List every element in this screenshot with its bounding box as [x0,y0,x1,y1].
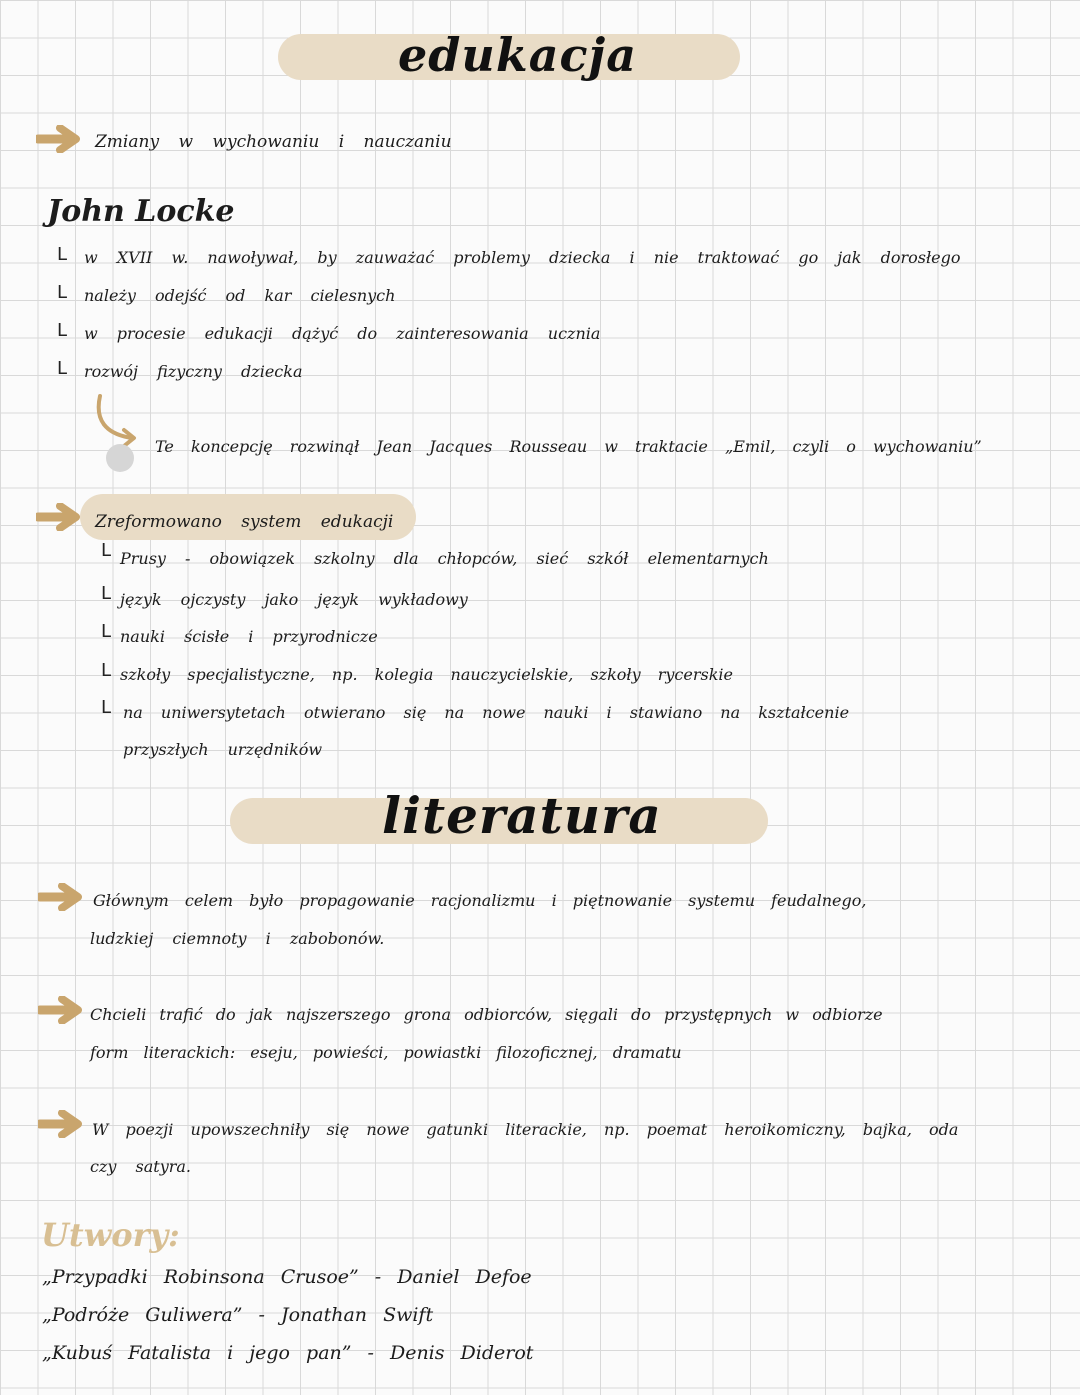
locke-point: należy odejść od kar cielesnych [84,286,396,305]
locke-point: w procesie edukacji dążyć do zainteresowania ucznia [84,324,601,343]
bullet-mark: L [57,320,68,341]
reform-point: język ojczysty jako język wykładowy [120,590,468,609]
bullet-mark: L [57,358,68,379]
literature-paragraph: czy satyra. [90,1157,192,1176]
bullet-mark: L [101,583,112,604]
arrow-right-icon [36,503,82,531]
arrow-right-icon [36,125,82,153]
work-item: „Przypadki Robinsona Crusoe” - Daniel Defoe [42,1266,532,1288]
reform-title: Zreformowano system edukacji [95,512,394,532]
bullet-mark: L [101,697,112,718]
work-item: „Podróże Guliwera” - Jonathan Swift [42,1304,434,1326]
reform-point: Prusy - obowiązek szkolny dla chłopców, sieć szkół elementarnych [120,549,769,568]
literature-paragraph: Chcieli trafić do jak najszerszego grona odbiorców, sięgali do przystępnych w odbiorze [90,1005,883,1024]
works-label: Utwory: [41,1216,180,1254]
person-name: John Locke [47,194,235,229]
bullet-mark: L [57,282,68,303]
locke-point: rozwój fizyczny dziecka [84,362,303,381]
literature-paragraph: Głównym celem było propagowanie racjonalizmu i piętnowanie systemu feudalnego, [93,891,867,910]
intro-text: Zmiany w wychowaniu i nauczaniu [95,132,452,152]
literature-paragraph: form literackich: eseju, powieści, powiastki filozoficznej, dramatu [90,1043,682,1062]
arrow-right-icon [38,1110,84,1138]
section-title-education: edukacja [398,28,638,82]
reform-point: na uniwersytetach otwierano się na nowe nauki i stawiano na kształcenie [123,703,850,722]
arrow-right-icon [38,996,84,1024]
rousseau-note: Te koncepcję rozwinął Jean Jacques Rousseau w traktacie „Emil, czyli o wychowaniu” [155,437,982,456]
literature-paragraph: ludzkiej ciemnoty i zabobonów. [90,929,385,948]
arrow-right-icon [38,883,84,911]
reform-point: szkoły specjalistyczne, np. kolegia nauczycielskie, szkoły rycerskie [120,665,733,684]
bullet-mark: L [101,621,112,642]
curved-arrow-icon [90,392,146,452]
literature-paragraph: W poezji upowszechniły się nowe gatunki literackie, np. poemat heroikomiczny, bajka, oda [92,1120,959,1139]
section-title-literature: literatura [382,786,662,845]
bullet-mark: L [101,660,112,681]
reform-point: nauki ścisłe i przyrodnicze [120,627,378,646]
reform-point: przyszłych urzędników [123,740,323,759]
bullet-mark: L [101,540,112,561]
bullet-mark: L [57,244,68,265]
work-item: „Kubuś Fatalista i jego pan” - Denis Diderot [42,1342,534,1364]
marker-dot [106,444,134,472]
locke-point: w XVII w. nawoływał, by zauważać problemy dziecka i nie traktować go jak dorosłego [84,248,961,267]
